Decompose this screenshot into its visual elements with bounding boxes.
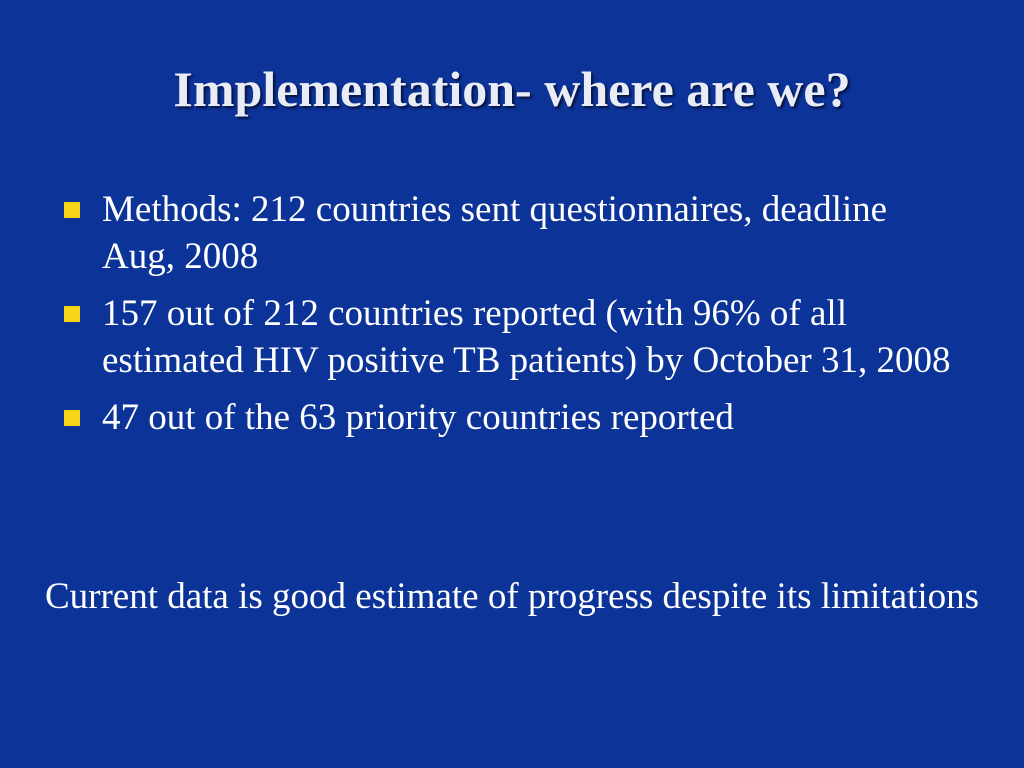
bullet-text: 47 out of the 63 priority countries reported [102, 397, 734, 438]
square-bullet-icon [64, 202, 80, 218]
square-bullet-icon [64, 410, 80, 426]
conclusion-text: Current data is good estimate of progress despite its limitations [44, 576, 980, 617]
square-bullet-icon [64, 306, 80, 322]
bullet-item-methods [62, 186, 962, 280]
slide-title: Implementation- where are we? [173, 61, 851, 117]
bullet-list [62, 186, 962, 451]
bullet-item-priority-countries [62, 394, 962, 441]
bullet-item-countries-reported [62, 290, 962, 384]
bullet-text: 157 out of 212 countries reported (with 96% of all estimated HIV positive TB patients) by October 31, 2008 [102, 293, 951, 381]
bullet-text: Methods: 212 countries sent questionnaires, deadline Aug, 2008 [102, 189, 888, 277]
